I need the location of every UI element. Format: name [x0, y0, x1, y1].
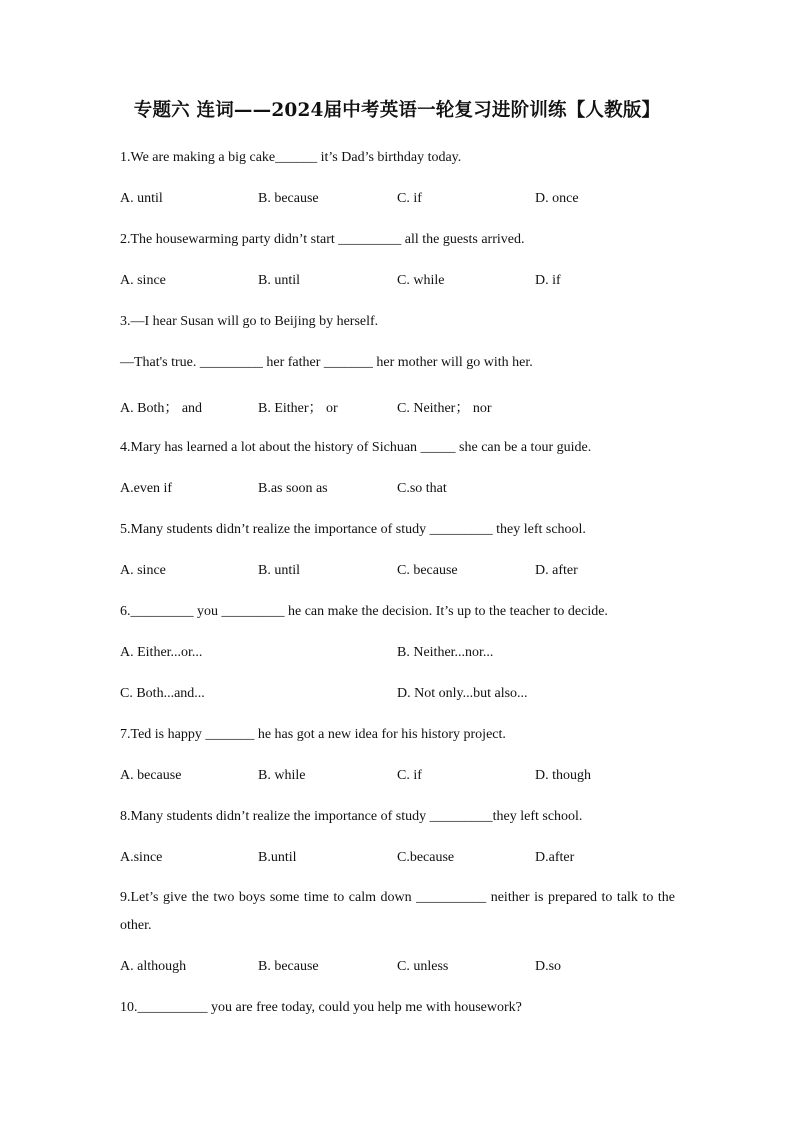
- page-title: 专题六 连词——2024届中考英语一轮复习进阶训练【人教版】: [133, 100, 661, 121]
- question-2-stem: 2.The housewarming party didn’t start _________ all the guests arrived.: [120, 232, 525, 247]
- question-8-option-d: D.after: [535, 850, 575, 865]
- question-8-option-a: A.since: [120, 850, 163, 865]
- question-8-option-c: C.because: [397, 850, 455, 865]
- question-6-option-d: D. Not only...but also...: [397, 686, 528, 701]
- question-5-option-a: A. since: [120, 563, 166, 578]
- question-1-stem: 1.We are making a big cake______ it’s Dad’s birthday today.: [120, 150, 462, 165]
- question-5-option-c: C. because: [397, 563, 458, 578]
- question-3-option-b: B. Either； or: [258, 401, 338, 416]
- question-7-option-c: C. if: [397, 768, 422, 783]
- question-2-option-b: B. until: [258, 273, 301, 288]
- question-8-stem: 8.Many students didn’t realize the importance of study _________they left school.: [120, 809, 583, 824]
- question-4-option-c: C.so that: [397, 481, 447, 496]
- question-2-option-a: A. since: [120, 273, 166, 288]
- question-1-option-d: D. once: [535, 191, 579, 206]
- question-8-option-b: B.until: [258, 850, 297, 865]
- question-3-stem-reply: —That's true. _________ her father _______ her mother will go with her.: [120, 355, 533, 370]
- question-5-option-b: B. until: [258, 563, 301, 578]
- question-2-option-d: D. if: [535, 273, 561, 288]
- question-3-option-a: A. Both； and: [120, 401, 203, 416]
- question-9-option-d: D.so: [535, 959, 562, 974]
- question-6-option-c: C. Both...and...: [120, 686, 205, 701]
- question-9-stem: 9.Let’s give the two boys some time to calm down __________ neither is prepared to talk to the other.: [120, 890, 675, 933]
- question-7-stem: 7.Ted is happy _______ he has got a new idea for his history project.: [120, 727, 506, 742]
- question-5-option-d: D. after: [535, 563, 578, 578]
- question-5-stem: 5.Many students didn’t realize the importance of study _________ they left school.: [120, 522, 586, 537]
- question-1-option-a: A. until: [120, 191, 163, 206]
- question-6-option-b: B. Neither...nor...: [397, 645, 494, 660]
- question-4-option-a: A.even if: [120, 481, 173, 496]
- question-9-option-b: B. because: [258, 959, 319, 974]
- question-3-option-c: C. Neither； nor: [397, 401, 492, 416]
- question-10-stem: 10.__________ you are free today, could you help me with housework?: [120, 1000, 522, 1015]
- question-4-stem: 4.Mary has learned a lot about the history of Sichuan _____ she can be a tour guide.: [120, 440, 592, 455]
- question-6-stem: 6._________ you _________ he can make the decision. It’s up to the teacher to decide.: [120, 604, 608, 619]
- question-9-option-a: A. although: [120, 959, 187, 974]
- question-7-option-d: D. though: [535, 768, 591, 783]
- question-7-option-a: A. because: [120, 768, 182, 783]
- question-2-option-c: C. while: [397, 273, 445, 288]
- question-1-option-b: B. because: [258, 191, 319, 206]
- question-9-option-c: C. unless: [397, 959, 449, 974]
- question-7-option-b: B. while: [258, 768, 306, 783]
- question-3-stem: 3.—I hear Susan will go to Beijing by herself.: [120, 314, 379, 329]
- question-6-option-a: A. Either...or...: [120, 645, 203, 660]
- question-1-option-c: C. if: [397, 191, 422, 206]
- question-4-option-b: B.as soon as: [258, 481, 328, 496]
